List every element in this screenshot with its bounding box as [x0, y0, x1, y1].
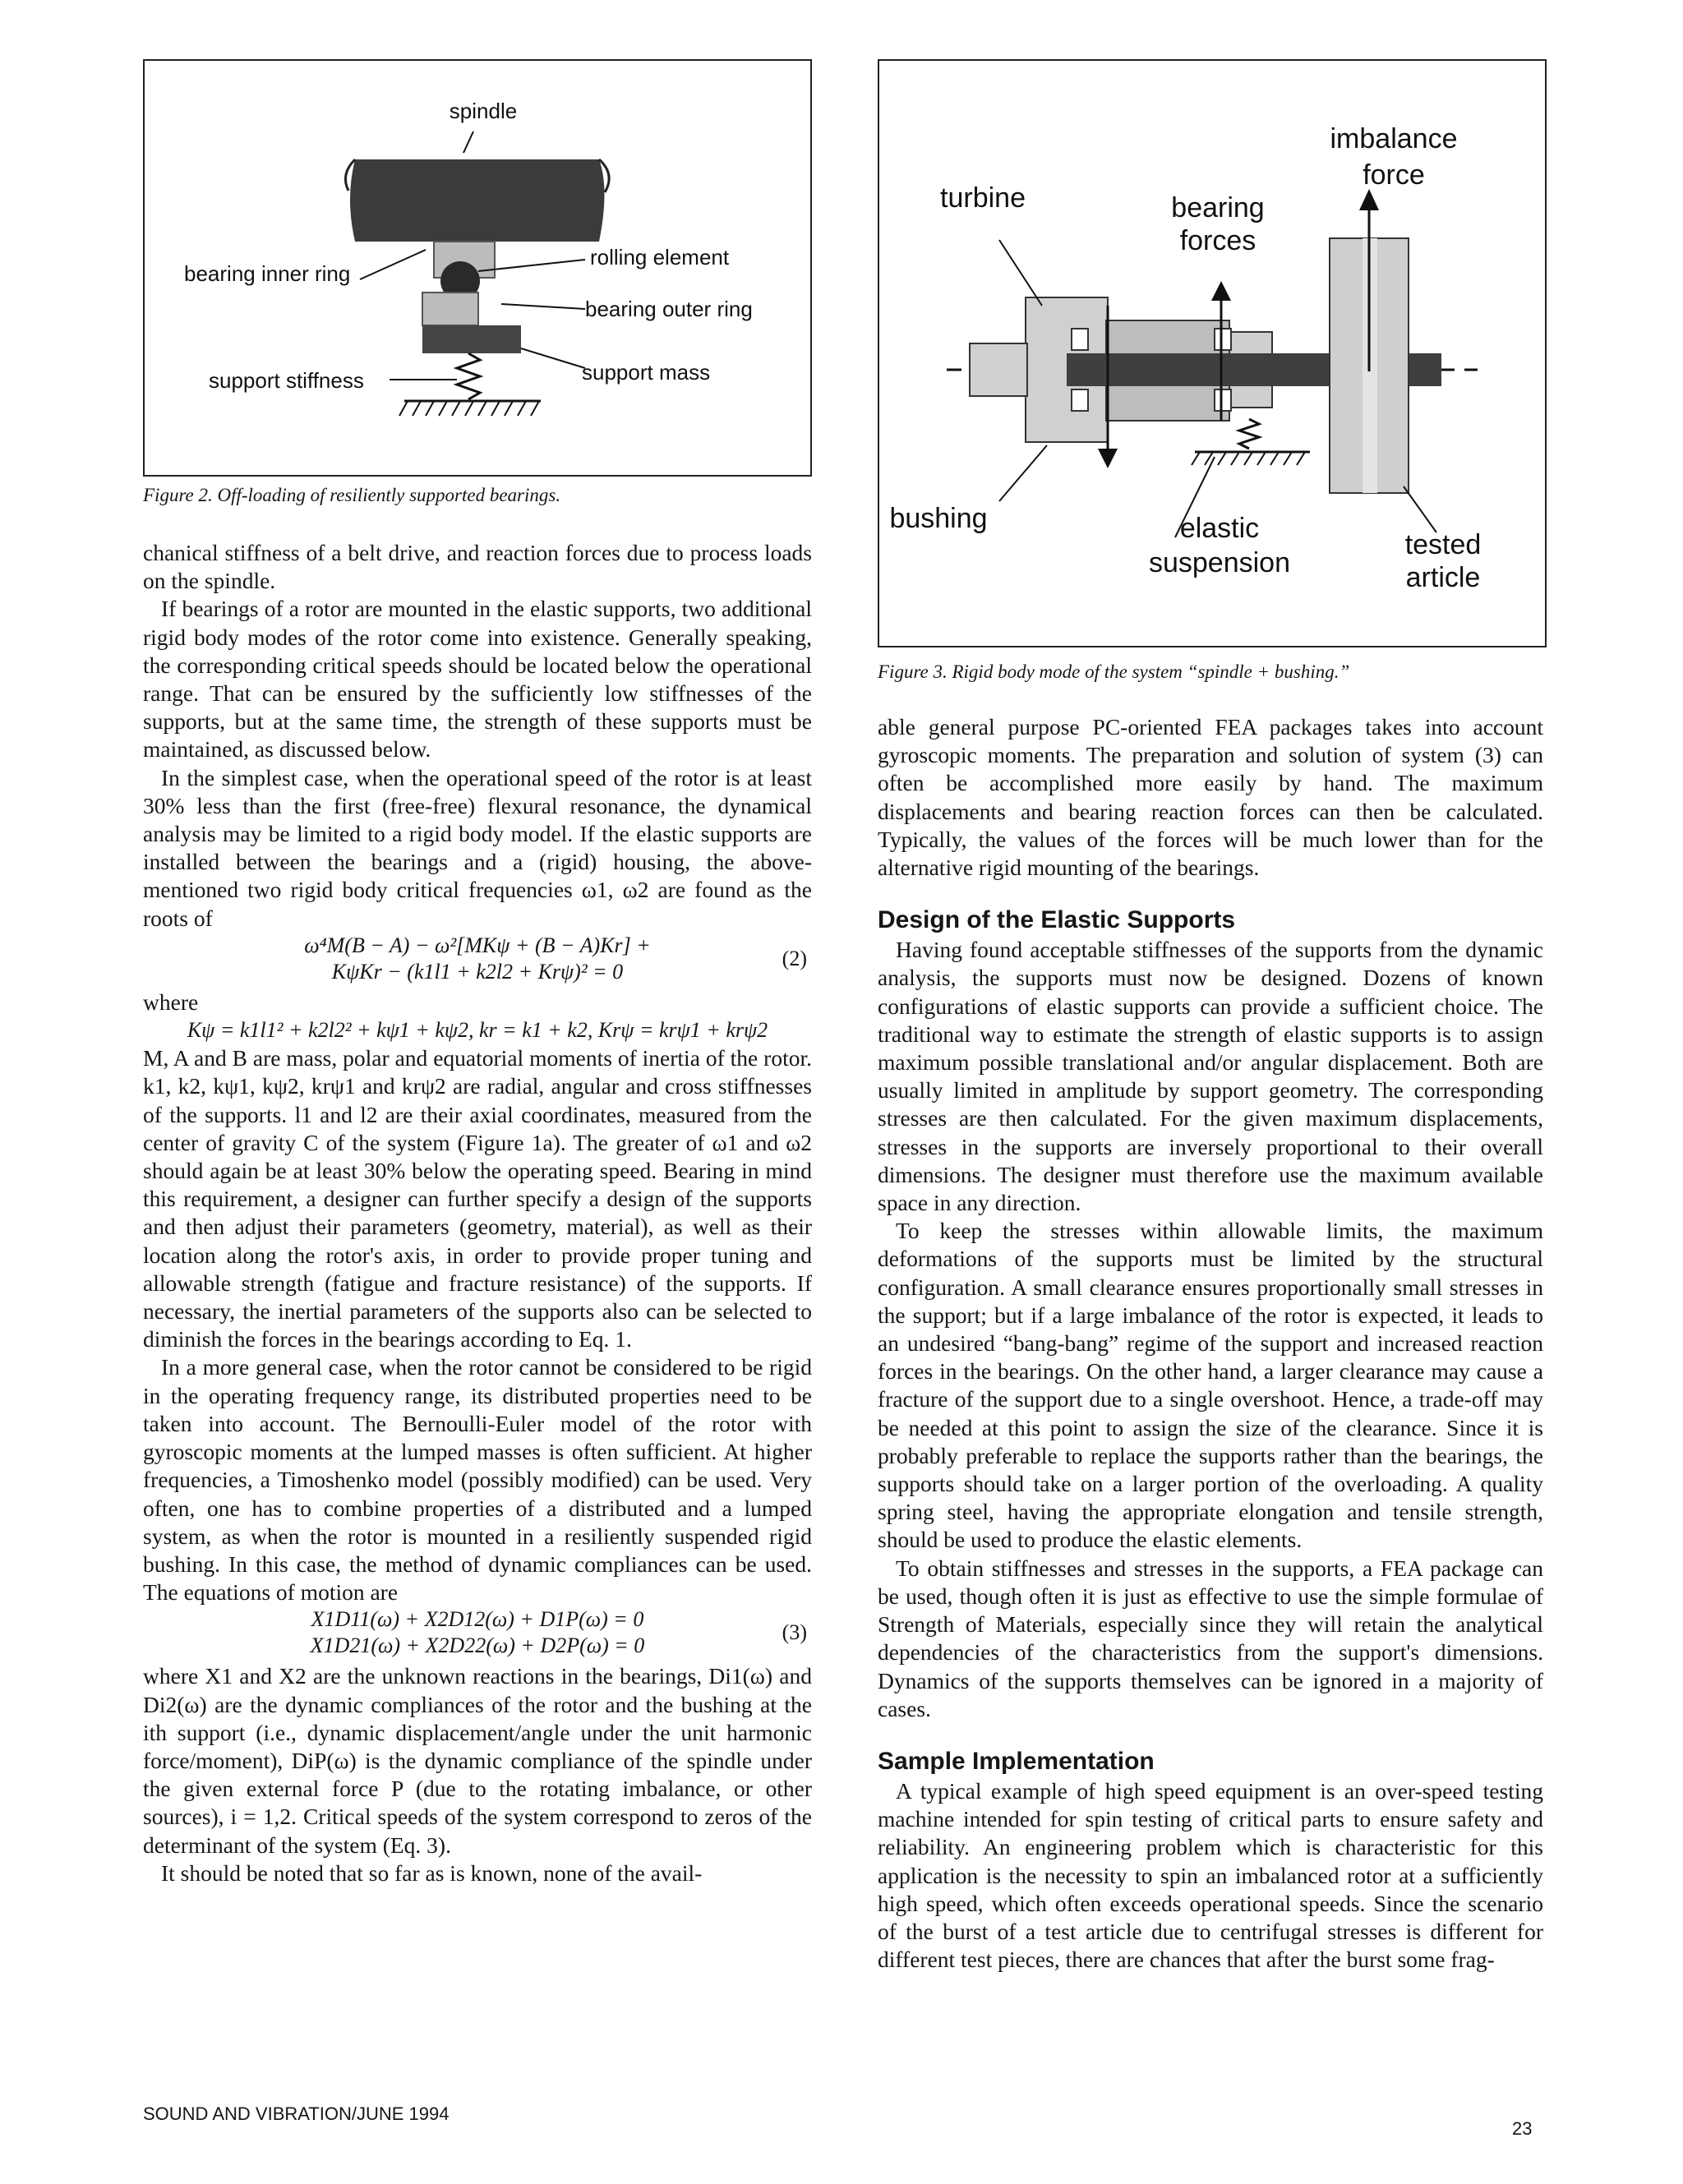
label-article: article: [1405, 562, 1481, 593]
left-paragraph-6: where X1 and X2 are the unknown reactions in the bearings, Di1(ω) and Di2(ω) are the dynamic compliances of the rotor and the bushing at the ith support (i.e., dynamic displacement/angle under the unit harmonic force/moment), DiP(ω) is the dynamic compliance of the spindle under the given external force P (due to the rotating imbalance, or other sources), i = 1,2. Critical speeds of the system correspond to zeros of the determinant of the system (Eq. 3).: [143, 1663, 812, 1858]
label-bearing-outer-ring: bearing outer ring: [585, 297, 753, 321]
figure-2: [143, 59, 812, 477]
support-mass-shape: [422, 325, 521, 353]
support-spring-shape: [457, 353, 480, 399]
figure-3-caption: Figure 3. Rigid body mode of the system “spindle + bushing.”: [878, 661, 1350, 682]
left-paragraph-3: In the simplest case, when the operational speed of the rotor is at least 30% less than the first (free-free) flexural resonance, the dynamical analysis may be limited to a rigid body model. If the elastic supports are installed between the bearings and a (rigid) housing, the above-mentioned two rigid body critical frequencies ω1, ω2 are found as the roots of: [143, 764, 812, 931]
equation-2-line-1: ω⁴M(B − A) − ω²[MKψ + (B − A)Kr] +: [304, 933, 651, 957]
equation-3: [143, 1606, 812, 1662]
label-bearing-inner-ring: bearing inner ring: [184, 261, 351, 286]
label-support-mass: support mass: [582, 360, 711, 385]
figure-2-caption: Figure 2. Off-loading of resiliently supported bearings.: [143, 485, 561, 505]
label-bearing: bearing: [1171, 192, 1265, 223]
right-paragraph-1: able general purpose PC-oriented FEA packages takes into account gyroscopic moments. The preparation and solution of system (3) can often be accomplished more easily by hand. The maximum displacements and bearing reaction forces can then be calculated. Typically, the values of the forces will be much lower than for the alternative rigid mounting of the bearings.: [878, 714, 1543, 881]
equation-3-number: (3): [782, 1620, 807, 1645]
figure-2-drawing: [143, 59, 812, 477]
heading-sample-implementation: Sample Implementation: [878, 1747, 1155, 1775]
label-tested: tested: [1404, 529, 1482, 560]
bearing-outer-ring-shape: [422, 293, 478, 325]
left-paragraph-5: In a more general case, when the rotor cannot be considered to be rigid in the operating frequency range, its distributed properties need to be taken into account. The Bernoulli-Euler model of the rotor with gyroscopic moments at the lumped masses is often sufficient. At higher frequencies, a Timoshenko model (possibly modified) can be used. Very often, one has to combine properties of a distributed and a lumped system, as when the rotor is mounted in a resiliently suspended rigid bushing. In this case, the method of dynamic compliances can be used. The equations of motion are: [143, 1354, 812, 1606]
footer-page-number: 23: [1512, 2118, 1533, 2139]
label-turbine: turbine: [940, 182, 1026, 214]
label-forces: forces: [1179, 225, 1256, 256]
equation-2: [143, 933, 812, 988]
label-spindle: spindle: [449, 99, 518, 123]
definitions-line: Kψ = k1l1² + k2l2² + kψ1 + kψ2, kr = k1 + k2, Krψ = krψ1 + krψ2: [187, 1018, 768, 1043]
left-paragraph-1: chanical stiffness of a belt drive, and reaction forces due to process loads on the spindle.: [143, 540, 812, 594]
equation-3-line-1: X1D11(ω) + X2D12(ω) + D1P(ω) = 0: [311, 1607, 644, 1632]
label-elastic: elastic: [1179, 513, 1260, 544]
figure-3: [878, 59, 1547, 647]
left-paragraph-2: If bearings of a rotor are mounted in the elastic supports, two additional rigid body modes of the rotor come into existence. Generally speaking, the corresponding critical speeds should be located below the operational range. That can be ensured by the sufficiently low stiffnesses of the supports, but at the same time, the strength of these supports must be maintained, as discussed below.: [143, 596, 812, 763]
figure-3-drawing: [878, 59, 1547, 647]
equation-2-line-2: KψKr − (k1l1 + k2l2 + Krψ)² = 0: [331, 959, 624, 984]
spindle-shape: [350, 159, 605, 242]
left-paragraph-7: It should be noted that so far as is known, none of the avail-: [161, 1859, 703, 1886]
label-bushing: bushing: [889, 503, 988, 534]
equation-3-line-2: X1D21(ω) + X2D22(ω) + D2P(ω) = 0: [310, 1633, 645, 1658]
right-paragraph-3: To keep the stresses within allowable limits, the maximum deformations of the supports must be limited by the structural configuration. A small clearance ensures proportionally small stresses in the support; but if a large imbalance of the rotor is expected, it leads to an undesired “bang-bang” regime of the support and increased reaction forces in the bearings. On the other hand, a larger clearance may cause a fracture of the support due to a single overshoot. Hence, a trade-off may be needed at this point to assign the size of the clearance. Since it is probably preferable to replace the supports rather than the bearings, the supports should take on a larger portion of the overloading. A quality spring steel, having the appropriate elongation and tensile strength, should be used to produce the elastic elements.: [878, 1218, 1543, 1553]
label-rolling-element: rolling element: [590, 245, 730, 270]
right-column: [878, 713, 1543, 1974]
where-label: where: [143, 988, 199, 1015]
right-paragraph-4: To obtain stiffnesses and stresses in the supports, a FEA package can be used, though often it is just as effective to use the simple formulae of Strength of Materials, especially since they will retain the analytical dependencies of the characteristics from the support's dimensions. Dynamics of the supports themselves can be ignored in a majority of cases.: [878, 1555, 1543, 1721]
equation-2-number: (2): [782, 946, 807, 970]
left-column: [143, 539, 812, 1887]
label-suspension: suspension: [1148, 547, 1291, 578]
label-force: force: [1363, 159, 1425, 191]
right-paragraph-5: A typical example of high speed equipment is an over-speed testing machine intended for spin testing of critical parts to ensure safety and reliability. An engineering problem which is characteristic for this application is the necessity to spin an imbalanced rotor at a sufficiently high speed, which often exceeds operational speeds. Since the scenario of the burst of a test article due to centrifugal stresses is different for different test pieces, there are chances that after the burst some frag-: [878, 1777, 1543, 1973]
right-paragraph-2: Having found acceptable stiffnesses of the supports from the dynamic analysis, the supports must now be designed. Dozens of known configurations of elastic supports can provide a sufficient choice. The traditional way to estimate the strength of elastic supports is to assign maximum possible translational and/or angular displacement. Both are usually limited in amplitude by support geometry. The corresponding stresses are then calculated. For the given maximum displacements, stresses in the supports are inversely proportional to their overall dimensions. The designer must therefore use the maximum available space in any direction.: [878, 937, 1543, 1216]
left-paragraph-4: M, A and B are mass, polar and equatorial moments of inertia of the rotor. k1, k2, kψ1, kψ2, krψ1 and krψ2 are radial, angular and cross stiffnesses of the supports. l1 and l2 are their axial coordinates, measured from the center of gravity C of the system (Figure 1a). The greater of ω1 and ω2 should again be at least 30% below the operating speed. Bearing in mind this requirement, a designer can further specify a design of the supports and then adjust their parameters (geometry, material), as well as their location along the rotor's axis, in order to provide proper tuning and allowable strength (fatigue and fracture resistance) of the supports. If necessary, the inertial parameters of the supports also can be selected to diminish the forces in the bearings according to Eq. 1.: [143, 1045, 812, 1352]
label-support-stiffness: support stiffness: [209, 368, 364, 393]
footer-journal: SOUND AND VIBRATION/JUNE 1994: [143, 2103, 450, 2124]
heading-design-of-elastic-supports: Design of the Elastic Supports: [878, 906, 1236, 934]
label-imbalance: imbalance: [1330, 123, 1458, 154]
